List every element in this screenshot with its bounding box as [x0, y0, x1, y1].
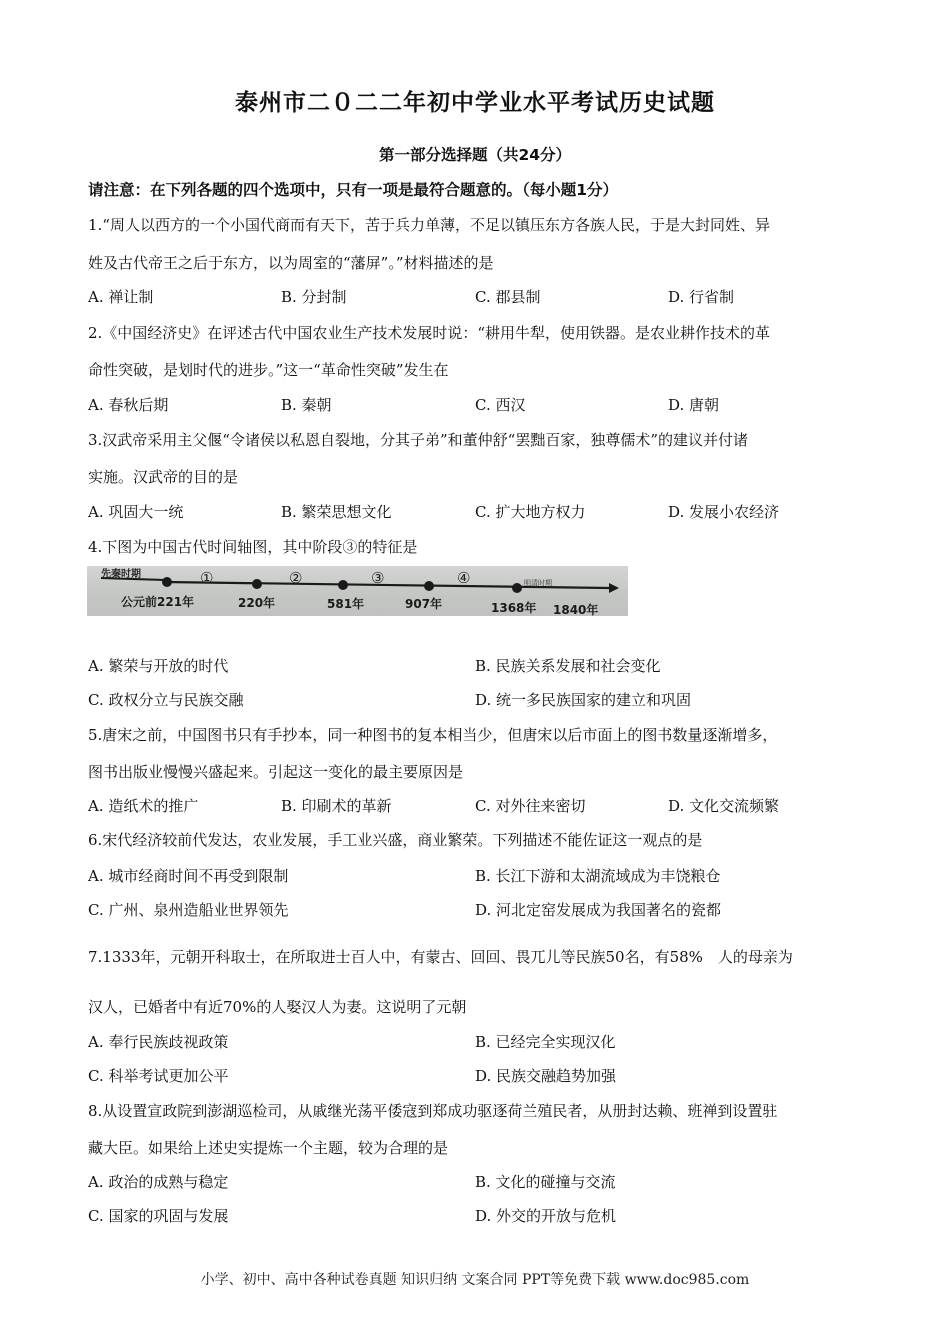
question-8-option-c: C. 国家的巩固与发展 [88, 1207, 229, 1225]
question-2-option-a: A. 春秋后期 [88, 396, 169, 414]
timeline-stage: ② [289, 569, 303, 587]
question-7-option-a: A. 奉行民族歧视政策 [88, 1033, 229, 1051]
question-5-option-b: B. 印刷术的革新 [281, 797, 392, 815]
timeline-start-label: 先秦时期 [101, 569, 141, 580]
question-8-text: 8.从设置宣政院到澎湖巡检司，从戚继光荡平倭寇到郑成功驱逐荷兰殖民者，从册封达赖、班禅到设置驻 [88, 1102, 778, 1120]
timeline-point [338, 580, 348, 590]
question-3-option-a: A. 巩固大一统 [88, 503, 184, 521]
question-4-option-b: B. 民族关系发展和社会变化 [475, 657, 661, 675]
question-2-text: 2.《中国经济史》在评述古代中国农业生产技术发展时说：“耕用牛犁，使用铁器。是农业耕作技术的革 [88, 324, 770, 342]
timeline-year: 1368年 [491, 601, 537, 615]
question-2-text: 命性突破，是划时代的进步。”这一“革命性突破”发生在 [88, 361, 449, 379]
question-8-text: 藏大臣。如果给上述史实提炼一个主题，较为合理的是 [88, 1139, 449, 1157]
timeline-axis [87, 566, 628, 616]
question-1-option-c: C. 郡县制 [475, 288, 541, 306]
question-7-option-d: D. 民族交融趋势加强 [475, 1067, 617, 1085]
question-6-option-c: C. 广州、泉州造船业世界领先 [88, 901, 289, 919]
question-2-option-d: D. 唐朝 [668, 396, 720, 414]
question-5-option-d: D. 文化交流频繁 [668, 797, 780, 815]
timeline-stage: ① [200, 569, 214, 587]
timeline-stage: ③ [371, 569, 385, 587]
question-7-option-c: C. 科举考试更加公平 [88, 1067, 229, 1085]
question-4-option-c: C. 政权分立与民族交融 [88, 691, 244, 709]
timeline-year: 907年 [405, 597, 443, 611]
question-3-text: 3.汉武帝采用主父偃“令诸侯以私恩自裂地，分其子弟”和董仲舒“罢黜百家，独尊儒术”的建议并付诸 [88, 431, 748, 449]
page-footer: 小学、初中、高中各种试卷真题 知识归纳 文案合同 PPT等免费下载 www.doc985.com [200, 1272, 750, 1288]
question-7-option-b: B. 已经完全实现汉化 [475, 1033, 616, 1051]
question-1-text: 姓及古代帝王之后于东方，以为周室的“藩屏”。”材料描述的是 [88, 254, 494, 272]
question-8-option-b: B. 文化的碰撞与交流 [475, 1173, 616, 1191]
question-3-option-b: B. 繁荣思想文化 [281, 503, 392, 521]
timeline-year: 公元前221年 [121, 595, 195, 609]
question-2-option-b: B. 秦朝 [281, 396, 332, 414]
question-6-option-d: D. 河北定窑发展成为我国著名的瓷都 [475, 901, 722, 919]
question-2-option-c: C. 西汉 [475, 396, 526, 414]
question-5-option-c: C. 对外往来密切 [475, 797, 586, 815]
question-4-text: 4.下图为中国古代时间轴图，其中阶段③的特征是 [88, 538, 418, 556]
question-8-option-a: A. 政治的成熟与稳定 [88, 1173, 229, 1191]
timeline-point [512, 583, 522, 593]
question-5-text: 图书出版业慢慢兴盛起来。引起这一变化的最主要原因是 [88, 763, 464, 781]
question-7-text: 汉人，已婚者中有近70%的人娶汉人为妻。这说明了元朝 [88, 998, 467, 1016]
question-6-text: 6.宋代经济较前代发达，农业发展，手工业兴盛，商业繁荣。下列描述不能佐证这一观点的是 [88, 831, 703, 849]
timeline-point [252, 579, 262, 589]
question-3-text: 实施。汉武帝的目的是 [88, 468, 239, 486]
timeline-year: 1840年 [553, 603, 599, 616]
question-4-option-a: A. 繁荣与开放的时代 [88, 657, 229, 675]
timeline-point [424, 581, 434, 591]
question-7-text: 7.1333年，元朝开科取士，在所取进士百人中，有蒙古、回回、畏兀儿等民族50名，有58% 人的母亲为 [88, 948, 793, 966]
page-title: 泰州市二０二二年初中学业水平考试历史试题 [235, 90, 715, 116]
question-5-option-a: A. 造纸术的推广 [88, 797, 199, 815]
timeline-year: 220年 [238, 596, 276, 610]
instructions: 请注意：在下列各题的四个选项中，只有一项是最符合题意的。（每小题1分） [88, 181, 619, 199]
section-heading: 第一部分选择题（共24分） [378, 146, 572, 164]
question-5-text: 5.唐宋之前，中国图书只有手抄本，同一种图书的复本相当少，但唐宋以后市面上的图书数量逐渐增多， [88, 726, 778, 744]
timeline-year: 581年 [327, 597, 365, 611]
question-1-option-d: D. 行省制 [668, 288, 735, 306]
question-1-option-b: B. 分封制 [281, 288, 347, 306]
question-3-option-c: C. 扩大地方权力 [475, 503, 586, 521]
timeline-point [162, 577, 172, 587]
question-1-text: 1.“周人以西方的一个小国代商而有天下，苦于兵力单薄，不足以镇压东方各族人民，于是大封同姓、异 [88, 216, 770, 234]
timeline-figure [87, 566, 628, 616]
question-4-option-d: D. 统一多民族国家的建立和巩固 [475, 691, 692, 709]
timeline-stage: ④ [457, 569, 471, 587]
question-8-option-d: D. 外交的开放与危机 [475, 1207, 617, 1225]
question-3-option-d: D. 发展小农经济 [668, 503, 780, 521]
question-6-option-b: B. 长江下游和太湖流域成为丰饶粮仓 [475, 867, 721, 885]
question-1-option-a: A. 禅让制 [88, 288, 154, 306]
timeline-end-label: 明清时期 [524, 579, 552, 587]
question-6-option-a: A. 城市经商时间不再受到限制 [88, 867, 289, 885]
